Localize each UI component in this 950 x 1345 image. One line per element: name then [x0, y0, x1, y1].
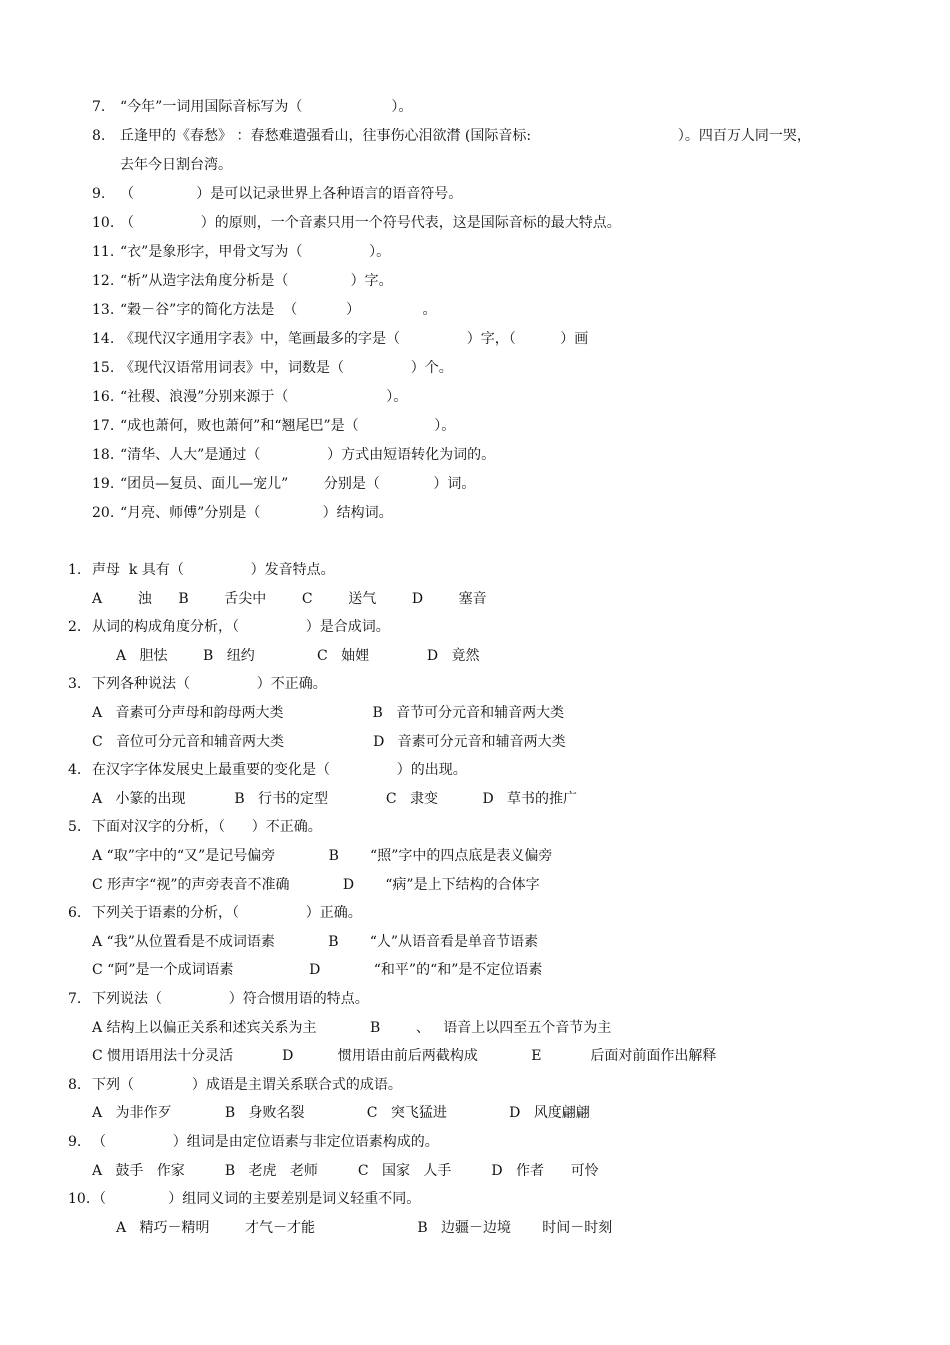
choice-options: C “阿”是一个成词语素 D “和平”的“和”是不定位语素	[92, 962, 543, 979]
choice-question-text: 下列各种说法（ ）不正确。	[92, 676, 327, 693]
question-text-continued: 去年今日割台湾。	[120, 157, 232, 173]
question-number: 12.	[92, 273, 115, 289]
choice-question-text: 在汉字字体发展史上最重要的变化是（ ）的出现。	[92, 762, 467, 779]
choice-options: A 小篆的出现 B 行书的定型 C 隶变 D 草书的推广	[92, 790, 578, 807]
question-text: “月亮、师傅”分别是（ ）结构词。	[120, 505, 393, 521]
choice-options: C 音位可分元音和辅音两大类 D 音素可分元音和辅音两大类	[92, 733, 566, 750]
question-text: 《现代汉字通用字表》中，笔画最多的字是（ ）字，（ ）画	[120, 331, 589, 347]
choice-options: A 音素可分声母和韵母两大类 B 音节可分元音和辅音两大类	[92, 705, 565, 721]
choice-question-text: （ ）组词是由定位语素与非定位语素构成的。	[92, 1134, 439, 1150]
question-number: 17.	[92, 418, 115, 434]
choice-options: A 精巧－精明 才气－才能 B 边疆－边境 时间－时刻	[116, 1219, 613, 1236]
question-text: “衣”是象形字，甲骨文写为（ ）。	[120, 244, 391, 260]
choice-question-number: 2.	[68, 619, 82, 636]
question-number: 15.	[92, 360, 115, 376]
choice-question-number: 5.	[68, 819, 82, 836]
question-text: 丘逢甲的《春愁》 ：春愁难遣强看山，往事伤心泪欲潸 (国际音标: ）。四百万人同一哭，	[120, 128, 811, 144]
question-text: “今年”一词用国际音标写为（ ）。	[120, 99, 413, 115]
choice-options: C 惯用语用法十分灵活 D 惯用语由前后两截构成 E 后面对前面作出解释	[92, 1048, 717, 1065]
question-number: 11.	[92, 244, 115, 260]
choice-options: A “取”字中的“又”是记号偏旁 B “照”字中的四点底是表义偏旁	[92, 848, 553, 864]
question-number: 19.	[92, 476, 115, 492]
question-text: “成也萧何，败也萧何”和“翘尾巴”是（ ）。	[120, 418, 456, 434]
choice-question-text: 从词的构成角度分析，（ ）是合成词。	[92, 619, 390, 636]
choice-question-number: 6.	[68, 905, 82, 922]
choice-question-text: 下面对汉字的分析，（ ）不正确。	[92, 819, 322, 836]
question-number: 20.	[92, 505, 115, 521]
choice-question-number: 9.	[68, 1134, 82, 1150]
question-text: “社稷、浪漫”分别来源于（ ）。	[120, 389, 408, 405]
question-text: （ ）是可以记录世界上各种语言的语音符号。	[120, 186, 463, 202]
choice-question-text: 下列说法（ ）符合惯用语的特点。	[92, 991, 369, 1007]
choice-options: A 鼓手 作家 B 老虎 老师 C 国家 人手 D 作者 可怜	[92, 1162, 599, 1179]
choice-question-text: 声母 k 具有（ ）发音特点。	[92, 562, 335, 578]
question-number: 16.	[92, 389, 115, 405]
question-number: 10.	[92, 215, 115, 231]
question-number: 8.	[92, 128, 106, 144]
choice-options: A 胆怯 B 纽约 C 妯娌 D 竟然	[116, 647, 480, 664]
question-text: “团员—复员、面儿—宠儿” 分别是（ ）词。	[120, 476, 476, 492]
choice-options: A “我”从位置看是不成词语素 B “人”从语音看是单音节语素	[92, 933, 539, 950]
choice-question-number: 4.	[68, 762, 82, 779]
choice-question-number: 7.	[68, 991, 82, 1007]
question-number: 13.	[92, 302, 115, 318]
choice-question-number: 1.	[68, 562, 82, 578]
question-text: “析”从造字法角度分析是（ ）字。	[120, 273, 393, 289]
question-text: “清华、人大”是通过（ ）方式由短语转化为词的。	[120, 447, 496, 463]
question-text: （ ）的原则，一个音素只用一个符号代表，这是国际音标的最大特点。	[120, 215, 621, 231]
choice-question-text: 下列（ ）成语是主谓关系联合式的成语。	[92, 1076, 402, 1093]
choice-options: A 浊 B 舌尖中 C 送气 D 塞音	[92, 590, 487, 607]
choice-question-text: （ ）组同义词的主要差别是词义轻重不同。	[92, 1191, 421, 1208]
question-text: “穀－谷”字的简化方法是 （ ） 。	[120, 302, 437, 318]
question-number: 14.	[92, 331, 115, 347]
choice-options: A 结构上以偏正关系和述宾关系为主 B 、 语音上以四至五个音节为主	[92, 1019, 612, 1036]
choice-options: A 为非作歹 B 身败名裂 C 突飞猛进 D 风度翩翩	[92, 1105, 590, 1122]
question-number: 18.	[92, 447, 115, 463]
choice-question-number: 3.	[68, 676, 82, 693]
choice-options: C 形声字“视”的声旁表音不准确 D “病”是上下结构的合体字	[92, 876, 540, 893]
choice-question-number: 8.	[68, 1076, 82, 1093]
choice-question-text: 下列关于语素的分析，（ ）正确。	[92, 905, 362, 922]
question-number: 9.	[92, 186, 106, 202]
choice-question-number: 10.	[68, 1191, 91, 1208]
question-number: 7.	[92, 99, 106, 115]
question-text: 《现代汉语常用词表》中，词数是（ ）个。	[120, 360, 453, 376]
